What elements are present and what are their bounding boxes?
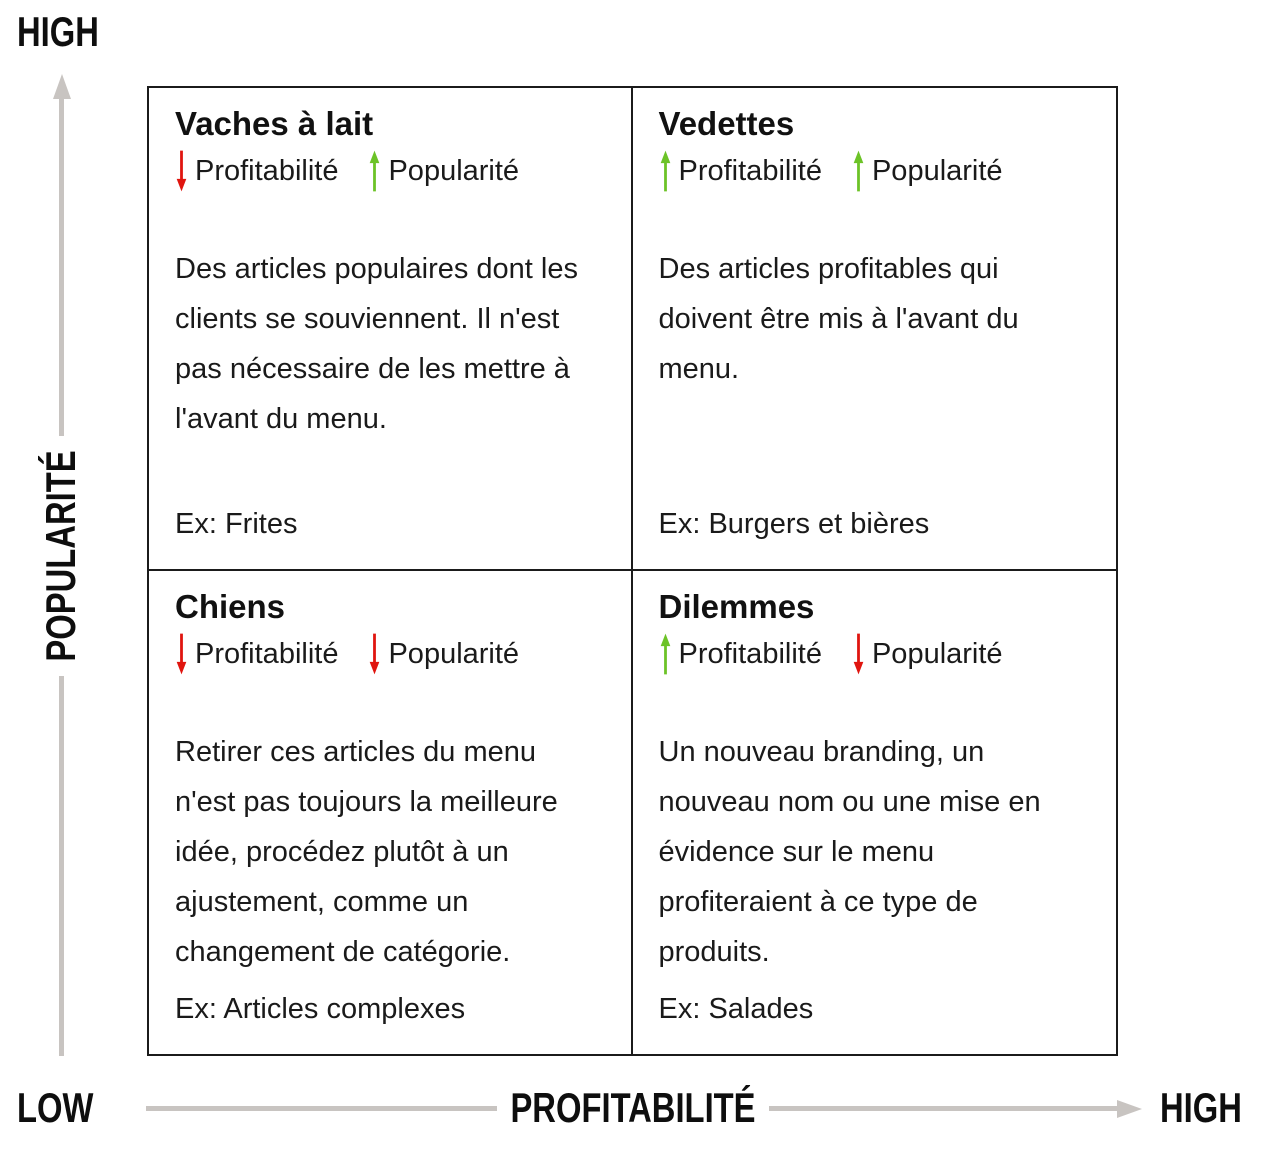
y-axis-line-upper xyxy=(59,96,64,436)
indicator-row xyxy=(659,150,1093,192)
indicator-row xyxy=(175,633,607,675)
quadrant-title: Vaches à lait xyxy=(175,105,374,142)
profitability-indicator xyxy=(175,150,338,192)
quadrant-vaches-a-lait xyxy=(149,88,633,571)
x-axis-low-label: LOW xyxy=(17,1084,94,1131)
quadrant-example: Ex: Articles complexes xyxy=(175,993,466,1025)
indicator-label: Popularité xyxy=(871,155,1003,187)
profitability-indicator xyxy=(659,633,822,675)
quadrant-example: Ex: Burgers et bières xyxy=(658,508,930,540)
quadrant-description: Des articles profitables qui doivent être mis à l'avant du menu. xyxy=(658,253,1019,385)
indicator-label: Profitabilité xyxy=(195,638,339,670)
x-axis-line-right xyxy=(769,1106,1117,1111)
indicator-label: Profitabilité xyxy=(195,155,339,187)
trend-arrow-icon xyxy=(368,150,381,192)
y-axis-line-lower xyxy=(59,676,64,1056)
quadrant-title: Chiens xyxy=(175,588,286,625)
popularity-indicator xyxy=(852,633,1003,675)
indicator-row xyxy=(175,150,607,192)
indicator-label: Popularité xyxy=(388,638,520,670)
y-axis-label: POPULARITÉ xyxy=(37,450,84,662)
x-axis-high-label: HIGH xyxy=(1160,1084,1242,1131)
quadrant-description: Un nouveau branding, un nouveau nom ou une mise en évidence sur le menu profiteraient à ce type de produits. xyxy=(658,736,1041,968)
trend-arrow-icon xyxy=(175,633,188,675)
popularity-indicator xyxy=(368,633,519,675)
profitability-indicator xyxy=(175,633,338,675)
quadrant-title: Vedettes xyxy=(658,105,795,142)
quadrant-vedettes xyxy=(633,88,1117,571)
x-axis-line-left xyxy=(146,1106,497,1111)
y-axis-high-label: HIGH xyxy=(17,8,99,55)
quadrant-grid xyxy=(147,86,1118,1056)
quadrant-description: Des articles populaires dont les clients se souviennent. Il n'est pas nécessaire de les mettre à l'avant du menu. xyxy=(175,253,578,435)
trend-arrow-icon xyxy=(852,150,865,192)
popularity-indicator xyxy=(368,150,519,192)
profitability-indicator xyxy=(659,150,822,192)
trend-arrow-icon xyxy=(659,633,672,675)
indicator-label: Popularité xyxy=(871,638,1003,670)
quadrant-example: Ex: Salades xyxy=(658,993,814,1025)
trend-arrow-icon xyxy=(659,150,672,192)
trend-arrow-icon xyxy=(175,150,188,192)
quadrant-description: Retirer ces articles du menu n'est pas toujours la meilleure idée, procédez plutôt à un ajustement, comme un changement de catégorie. xyxy=(175,736,558,968)
quadrant-example: Ex: Frites xyxy=(175,508,298,540)
x-axis-label: PROFITABILITÉ xyxy=(510,1084,756,1131)
quadrant-dilemmes xyxy=(633,571,1117,1054)
indicator-label: Profitabilité xyxy=(678,155,822,187)
trend-arrow-icon xyxy=(368,633,381,675)
trend-arrow-icon xyxy=(852,633,865,675)
quadrant-chiens xyxy=(149,571,633,1054)
x-axis-arrowhead-icon xyxy=(1117,1100,1142,1118)
indicator-label: Profitabilité xyxy=(678,638,822,670)
popularity-indicator xyxy=(852,150,1003,192)
indicator-label: Popularité xyxy=(388,155,520,187)
quadrant-title: Dilemmes xyxy=(658,588,815,625)
indicator-row xyxy=(659,633,1093,675)
